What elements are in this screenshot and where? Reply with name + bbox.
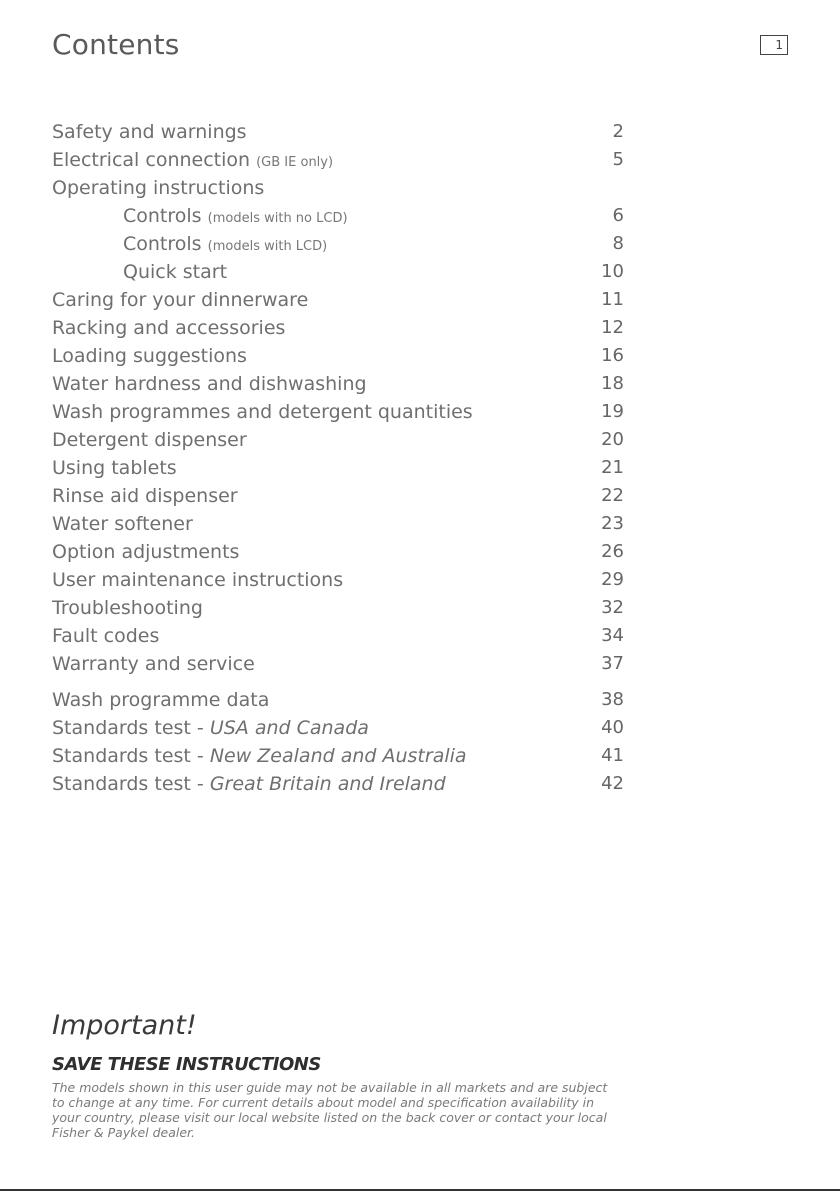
toc-entry-region: New Zealand and Australia xyxy=(209,745,467,767)
toc-entry-title: Caring for your dinnerware xyxy=(52,289,309,311)
toc-entry-title: Wash programmes and detergent quantities xyxy=(52,401,473,423)
toc-entry-title: Operating instructions xyxy=(52,177,265,199)
toc-entry-title: Quick start xyxy=(123,261,228,283)
toc-entry-page: 10 xyxy=(601,261,624,282)
toc-entry-page: 2 xyxy=(612,121,624,142)
toc-entry-title: Standards test - xyxy=(52,717,210,739)
toc-entry-page: 22 xyxy=(601,485,624,506)
toc-entry-title: Troubleshooting xyxy=(52,597,203,619)
toc-entry-page: 5 xyxy=(612,149,624,170)
toc-entry-title: Electrical connection xyxy=(52,149,251,171)
toc-entry-title: Detergent dispenser xyxy=(52,429,247,451)
toc-entry-note: (GB IE only) xyxy=(256,155,334,170)
toc-entry[interactable] xyxy=(52,146,632,174)
toc-entry-page: 18 xyxy=(601,373,624,394)
toc-entry-region: Great Britain and Ireland xyxy=(209,773,446,795)
toc-entry-page: 21 xyxy=(601,457,624,478)
toc-entry[interactable] xyxy=(52,686,632,714)
important-heading: Important! xyxy=(52,1010,197,1041)
toc-entry-title: Option adjustments xyxy=(52,541,240,563)
toc-entry[interactable] xyxy=(52,202,632,230)
page-title: Contents xyxy=(52,28,180,61)
toc-entry-page: 8 xyxy=(612,233,624,254)
toc-entry-page: 20 xyxy=(601,429,624,450)
toc-entry-page: 29 xyxy=(601,569,624,590)
toc-entry-page: 34 xyxy=(601,625,624,646)
toc-entry[interactable] xyxy=(52,370,632,398)
toc-entry-page: 38 xyxy=(601,689,624,710)
toc-entry[interactable] xyxy=(52,426,632,454)
toc-entry-region: USA and Canada xyxy=(209,717,369,739)
toc-entry[interactable] xyxy=(52,286,632,314)
toc-entry[interactable] xyxy=(52,118,632,146)
toc-entry[interactable] xyxy=(52,258,632,286)
toc-entry-page: 42 xyxy=(601,773,624,794)
toc-entry-page: 12 xyxy=(601,317,624,338)
toc-entry[interactable] xyxy=(52,342,632,370)
toc-entry-page: 6 xyxy=(612,205,624,226)
table-of-contents xyxy=(52,118,632,798)
toc-entry[interactable] xyxy=(52,174,632,202)
toc-entry-note: (models with no LCD) xyxy=(207,211,348,226)
toc-entry-note: (models with LCD) xyxy=(207,239,328,254)
toc-entry-title: Fault codes xyxy=(52,625,160,647)
toc-entry-title: Wash programme data xyxy=(52,689,270,711)
toc-entry-title: Safety and warnings xyxy=(52,121,247,143)
availability-notice: The models shown in this user guide may not be available in all markets and are subject to change at any time. For current details about model and specification availability in your country, please visit our local website listed on the back cover or contact your local Fisher & Paykel dealer. xyxy=(52,1080,608,1140)
toc-entry[interactable] xyxy=(52,314,632,342)
toc-entry-page: 11 xyxy=(601,289,624,310)
toc-entry[interactable] xyxy=(52,538,632,566)
toc-entry[interactable] xyxy=(52,230,632,258)
toc-entry[interactable] xyxy=(52,650,632,678)
toc-entry-title: Standards test - xyxy=(52,773,210,795)
toc-entry-page: 41 xyxy=(601,745,624,766)
toc-entry-title: Controls xyxy=(123,233,202,255)
toc-entry-page: 19 xyxy=(601,401,624,422)
toc-entry-title: Rinse aid dispenser xyxy=(52,485,238,507)
toc-entry[interactable] xyxy=(52,594,632,622)
toc-entry-page: 32 xyxy=(601,597,624,618)
toc-entry-title: Racking and accessories xyxy=(52,317,286,339)
save-instructions-heading: SAVE THESE INSTRUCTIONS xyxy=(52,1054,321,1075)
toc-entry[interactable] xyxy=(52,398,632,426)
toc-entry-page: 37 xyxy=(601,653,624,674)
toc-entry-title: Using tablets xyxy=(52,457,177,479)
toc-entry[interactable] xyxy=(52,622,632,650)
toc-entry-page: 26 xyxy=(601,541,624,562)
toc-entry[interactable] xyxy=(52,770,632,798)
toc-entry[interactable] xyxy=(52,454,632,482)
toc-entry[interactable] xyxy=(52,510,632,538)
page-number: 1 xyxy=(760,35,788,55)
toc-entry-page: 40 xyxy=(601,717,624,738)
toc-entry[interactable] xyxy=(52,714,632,742)
toc-entry-title: Standards test - xyxy=(52,745,210,767)
toc-entry-title: Water softener xyxy=(52,513,193,535)
toc-entry-page: 16 xyxy=(601,345,624,366)
toc-entry-title: Warranty and service xyxy=(52,653,255,675)
toc-entry-page: 23 xyxy=(601,513,624,534)
toc-entry-title: Controls xyxy=(123,205,202,227)
toc-entry[interactable] xyxy=(52,742,632,770)
toc-entry-title: User maintenance instructions xyxy=(52,569,344,591)
toc-entry-title: Loading suggestions xyxy=(52,345,247,367)
toc-entry[interactable] xyxy=(52,482,632,510)
toc-entry-title: Water hardness and dishwashing xyxy=(52,373,367,395)
toc-entry[interactable] xyxy=(52,566,632,594)
